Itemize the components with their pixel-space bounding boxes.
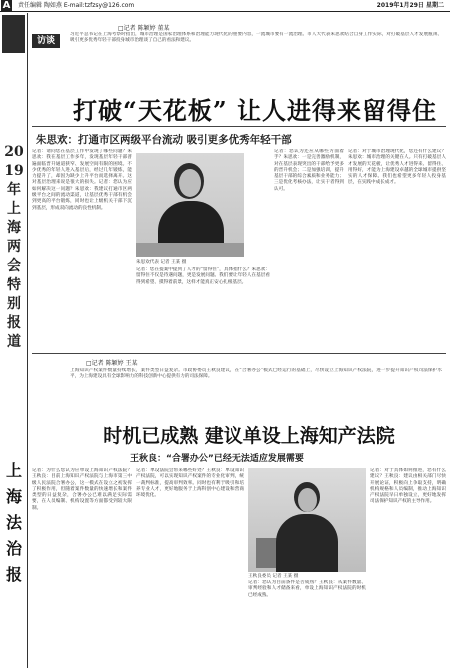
article2-byline: □记者 陈颖婷 王某 [86, 360, 138, 367]
page-header [0, 0, 450, 12]
article1-column-4: 记者：对于城市治理现代化，您还有什么建议？朱思欢：城市治理的关键在人。只有打破基层人才发展的天花板，让优秀人才进得来、留得住、用得好，才能为上海建设卓越的全球城市提供坚实的人才保障。我们也希望更多年轻人投身基层，在实践中成长成才。 [348, 149, 446, 186]
article2-subheadline: 王秋良：“合署办公”已经无法适应发展需要 [130, 454, 304, 464]
article1-subheadline: 朱思欢：打通市区两级平台流动 吸引更多优秀年轻干部 [36, 134, 292, 146]
article1-portrait-photo[interactable] [136, 153, 244, 257]
article1-column-2: 记者：您在提案中提到了人才的“留得住”，具体指什么？朱思欢：留得住不仅是待遇问题，更是发展问题。我们要让年轻人在基层看得到希望、摸得着前景，这样才能真正安心扎根基层。 [136, 267, 270, 285]
article1-column-3: 记者：您认为还应从哪些方面着手？朱思欢：一是完善激励机制，对在基层表现突出的干部给予更多的晋升机会；二是加强培训，提升基层干部的综合素质和业务能力；三是优化考核办法，让实干者得到认可。 [274, 149, 344, 192]
issue-date: 2019年1月29日 星期二 [376, 2, 444, 9]
article1-intro: 习近平总书记在上海考察时指出，城市治理是国家治理体系和治理能力现代化的重要内容，一流城市要有一流治理。市人大代表朱思欢结合自身工作实际，对打破基层人才发展瓶颈、吸引更多优秀年轻干部投身城市治理谈了自己的看法和建议。 [70, 32, 442, 44]
section-label: 访谈 [32, 34, 60, 48]
article2-column-1: 记者：为什么您认为应单设上海知识产权法院？王秋良：目前上海知识产权法院与上海市第三中级人民法院合署办公，这一模式在设立之初发挥了积极作用，但随着案件数量的快速增长和案件类型的日益复杂，合署办公已难以满足实际需要，在人员编制、机构设置等方面都受到较大限制。 [32, 468, 132, 511]
portrait-body-shape [276, 514, 338, 572]
article2-column-2: 记者：单设法院会带来哪些好处？王秋良：单设知识产权法院，可以实现知识产权案件的专业化审判，统一裁判标准，提高审判效率。同时也有利于吸引和培养专业人才，更好地服务于上海科创中心建设和营商环境优化。 [136, 468, 244, 499]
article1-photo-caption: 朱思欢代表 记者 王某 摄 [136, 260, 187, 265]
vertical-sidebar [0, 13, 28, 668]
editor-line: 责任编辑 陶如燕 E-mail:tzfzsy@126.com [18, 2, 135, 9]
column-badge [2, 15, 25, 53]
article2-portrait-photo[interactable] [248, 468, 366, 572]
article2-headline[interactable]: 时机已成熟 建议单设上海知产法院 [103, 425, 395, 447]
article2-intro: 上海知识产权案件数量持续增长，案件类型日益复杂。市政协委员王秋良建议，在“合署办公”模式已经运行的基础上，尽快设立上海知识产权法院，进一步提升知识产权司法保护水平，为上海建设具有全球影响力的科技创新中心提供有力的司法保障。 [70, 368, 442, 380]
divider [32, 353, 446, 354]
portrait-face-shape [298, 488, 317, 512]
portrait-face-shape [179, 169, 201, 197]
article1-byline: □记者 陈颖婷 董某 [118, 25, 170, 32]
article2-column-4: 记者：对于具体如何推进，您有什么建议？王秋良：建议由相关部门尽快开展论证，积极向上争取支持，明确机构规格和人员编制，推动上海知识产权法院早日单独设立，更好地发挥司法保护知识产权的主导作用。 [370, 468, 446, 505]
article1-column-1: 记者：请问您在基层工作中发现了哪些问题？朱思欢：我在基层工作多年，发现基层年轻干部普遍面临晋升通道狭窄、发展空间有限的困境。不少优秀的年轻人进入基层后，经过几年锻炼，能力提升了，却因为缺少上升平台而选择离开。这对基层治理来说是很大的损失。记者：您认为应如何解决这一问题？朱思欢：我建议打通市区两级平台之间的流动渠道，让基层优秀干部有机会到更高的平台锻炼，同时也让上级机关干部下沉到基层，形成双向流动的良性机制。 [32, 149, 132, 211]
article1-headline[interactable]: 打破“天花板” 让人进得来留得住 [73, 96, 437, 125]
portrait-desk-shape [136, 243, 244, 257]
page-letter: A [2, 0, 11, 11]
special-report-title: 2019年上海两会特别报道 [4, 144, 24, 350]
main-content [30, 13, 448, 668]
divider [32, 126, 446, 127]
article2-photo-caption: 王秋良委员 记者 王某 摄 [248, 574, 299, 579]
newspaper-masthead: 上海法治报 [5, 461, 22, 584]
article2-column-3: 记者：您认为目前条件是否成熟？王秋良：从案件数量、审判经验和人才储备来看，单设上海知识产权法院的时机已经成熟。 [248, 580, 366, 598]
